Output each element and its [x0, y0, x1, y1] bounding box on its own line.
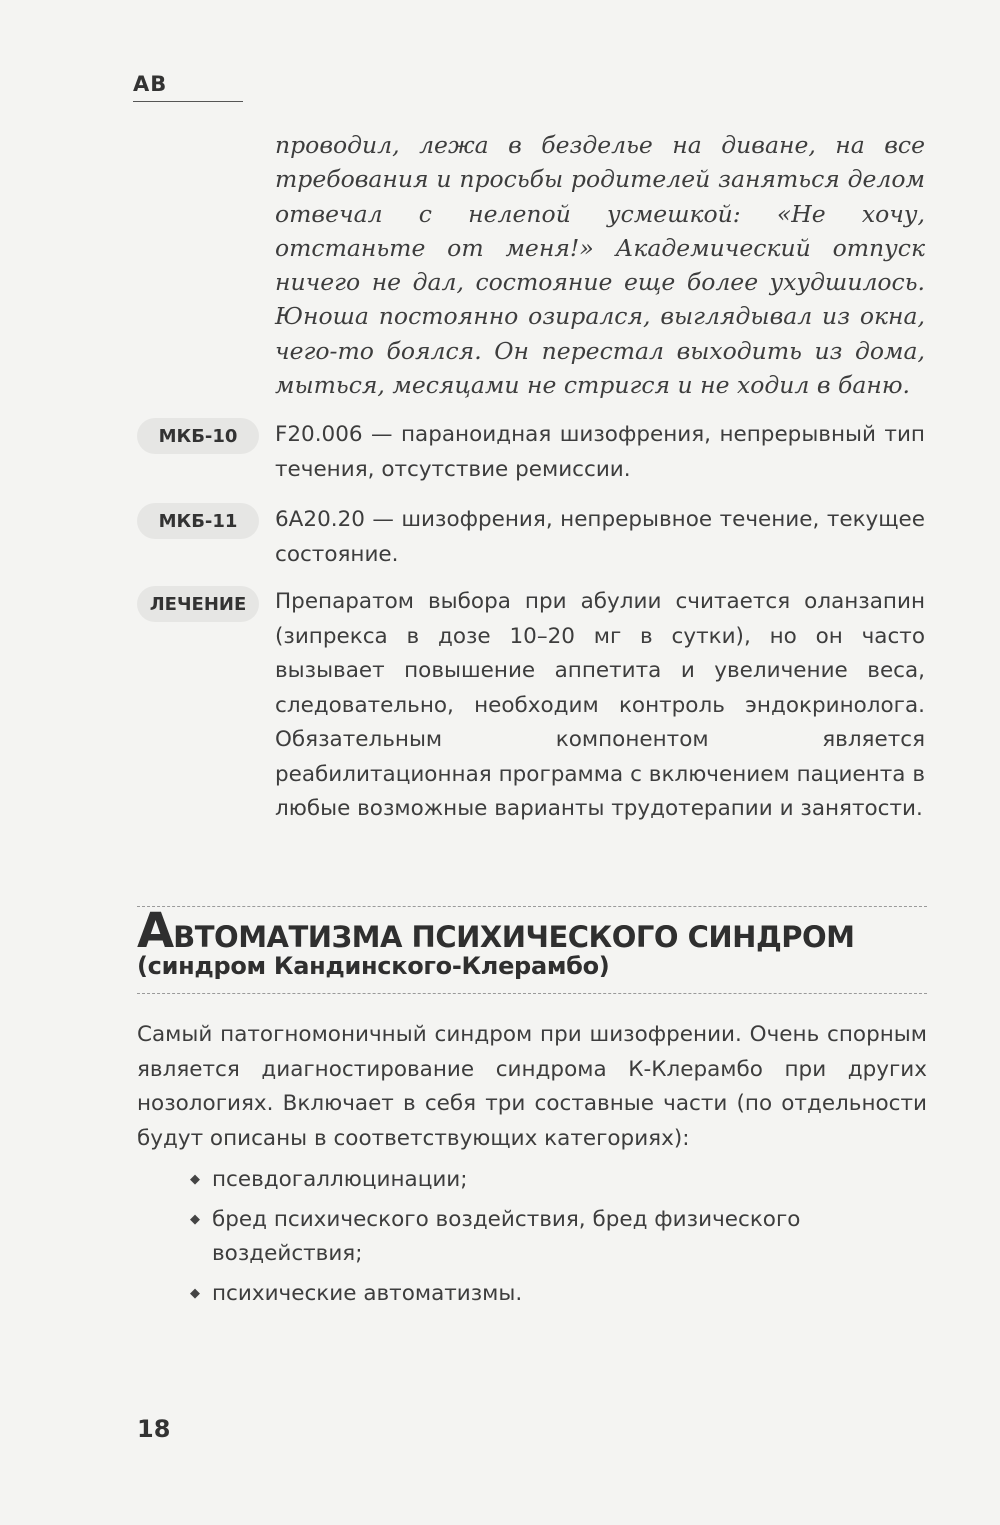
- section-intro-paragraph: Самый патогномоничный синдром при шизофрении. Очень спорным является диагностирование синдрома К-Клерамбо при других нозологиях. Включает в себя три составные части (по отдельности будут описаны в соответствующих категориях):: [137, 1022, 927, 1151]
- label-icd10: МКБ-10: [137, 418, 259, 454]
- list-item: [190, 1277, 930, 1312]
- list-item-text: психические автоматизмы.: [212, 1280, 523, 1306]
- section-subtitle: (синдром Кандинского-Клерамбо): [137, 952, 610, 980]
- case-description: [275, 128, 925, 402]
- entry-icd11-text: [275, 503, 925, 572]
- diamond-bullet-icon: ◆: [190, 1285, 200, 1301]
- diamond-bullet-icon: ◆: [190, 1172, 200, 1187]
- list-item: [190, 1203, 930, 1272]
- running-head: АВ: [133, 72, 168, 96]
- section-title-rest: ВТОМАТИЗМА ПСИХИЧЕСКОГО СИНДРОМ: [173, 920, 855, 954]
- section-title: [137, 903, 937, 959]
- heading-rule-bottom: [137, 993, 927, 994]
- entry-icd11-paragraph: 6A20.20 — шизофрения, непрерывное течение, текущее состояние.: [275, 507, 925, 567]
- entry-treatment-text: [275, 585, 925, 827]
- entry-icd10-text: [275, 418, 925, 487]
- label-icd11: МКБ-11: [137, 503, 259, 539]
- list-item-text: псевдогаллюцинации;: [212, 1167, 468, 1192]
- section-intro: [137, 1018, 927, 1156]
- component-list: [190, 1163, 930, 1316]
- entry-icd10-paragraph: F20.006 — параноидная шизофрения, непрерывный тип течения, отсутствие ремиссии.: [275, 422, 925, 482]
- label-treatment: ЛЕЧЕНИЕ: [137, 586, 259, 622]
- list-item: [190, 1163, 930, 1198]
- page-number: 18: [137, 1415, 171, 1443]
- case-description-text: проводил, лежа в безделье на диване, на все требования и просьбы родителей заняться делом отвечал с нелепой усмешкой: «Не хочу, отстаньте от меня!» Академический отпуск ничего не дал, состояние еще более ухудшилось. Юноша постоянно озирался, выглядывал из окна, чего-то боялся. Он перестал выходить из дома, мыться, месяцами не стригся и не ходил в баню.: [275, 131, 925, 400]
- diamond-bullet-icon: ◆: [190, 1211, 200, 1227]
- running-head-rule: [133, 101, 243, 102]
- entry-treatment-paragraph: Препаратом выбора при абулии считается оланзапин (зипрекса в дозе 10–20 мг в сутки), но он часто вызывает повышение аппетита и увеличение веса, следовательно, необходим контроль эндокринолога. Обязательным компонентом является реабилитационная программа с включением пациента в любые возможные варианты трудотерапии и занятости.: [275, 589, 925, 821]
- list-item-text: бред психического воздействия, бред физического воздействия;: [212, 1206, 801, 1266]
- section-title-initial: А: [137, 903, 174, 959]
